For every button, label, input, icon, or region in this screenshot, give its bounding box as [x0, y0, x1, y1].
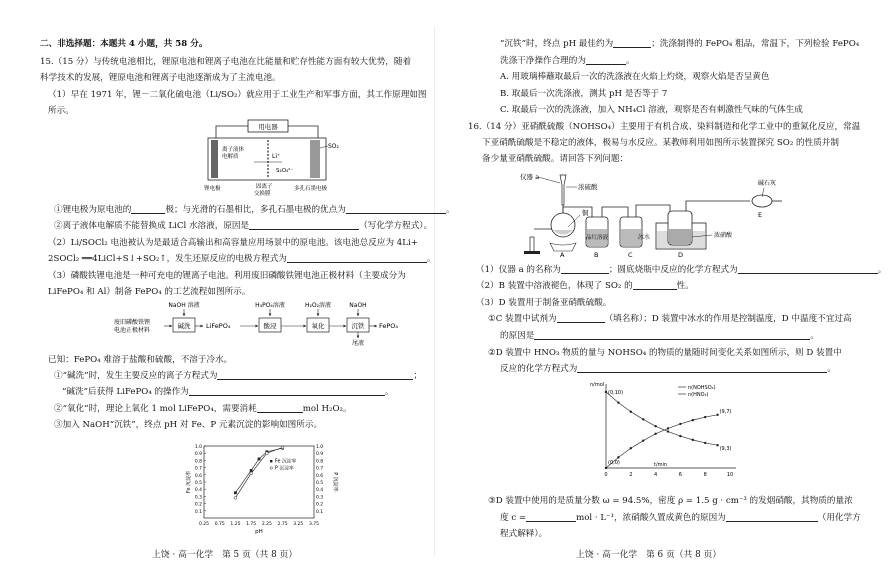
chart2-point-nohso4 — [654, 433, 656, 435]
answer-blank[interactable] — [131, 203, 165, 214]
chart1-xtick-label: 3.25 — [293, 522, 304, 527]
q15-1-a-text1: ①锂电极为原电池的 — [54, 205, 132, 215]
ph-precipitation-chart — [182, 436, 342, 538]
answer-blank[interactable] — [257, 402, 303, 413]
q15-part2-line2-text: 2SOCl₂ ══4LiCl+S↓+SO₂↑，发生还原反应的电极方程式为 — [48, 254, 287, 264]
q15-part3-line1: （3）磷酸铁锂电池是一种可充电的锂离子电池。利用废旧磷酸铁锂电池正极材料（主要成分为 — [48, 271, 406, 281]
q15-stem-line1: 15.（15 分）与传统电池相比，锂原电池和锂离子电池在比能量和贮存性能方面有较大优势，随着 — [40, 57, 412, 67]
chart2-annotation: (9,7) — [719, 408, 732, 415]
app-label-b: B — [594, 251, 599, 259]
chart1-ylabel: Fe 沉淀率 — [186, 470, 192, 494]
answer-blank[interactable] — [287, 252, 427, 263]
q16-3-b-text: 反应的化学方程式为 — [500, 364, 578, 374]
r-line2: 洗涤干净操作合理的为 。 — [500, 56, 635, 66]
q15-stem-line2: 科学技术的发展，锂原电池和锂离子电池逐渐成为了主流电池。 — [40, 73, 281, 83]
left-column — [40, 0, 460, 580]
q16-3-b-line1: ②D 装置中 HNO₃ 物质的量与 NOHSO₄ 的物质的量随时间变化关系如图所示，则 D 装置中 — [488, 348, 842, 358]
chart1-ytick-label: 0.8 — [194, 459, 202, 465]
answer-blank[interactable] — [557, 312, 605, 323]
chart2-xtick-label: 10 — [726, 472, 734, 478]
q16-3-c-text2: mol · L⁻¹，浓硝酸久置成黄色的原因为 — [576, 513, 726, 523]
q16-3-c-text3: （用化学方 — [817, 513, 861, 523]
li-electrode-label: 锂电极 — [204, 186, 221, 192]
answer-blank[interactable] — [249, 219, 359, 230]
chart2-point-nohso4 — [642, 439, 644, 441]
conc-hno3-label: 浓硝酸 — [714, 232, 733, 239]
answer-blank[interactable] — [217, 369, 413, 380]
chart2-ylabel: n/mol — [590, 382, 605, 388]
chart1-ytick-label: 0.9 — [194, 452, 202, 458]
flow-step2-label: 酸浸 — [263, 322, 277, 330]
ice-water-label: 冰水 — [638, 234, 651, 241]
chart2-legend-hno3: n(HNO₃) — [688, 392, 709, 398]
chart1-xtick-label: 3.75 — [308, 522, 320, 527]
chart2-xtick-label: 6 — [678, 472, 682, 478]
chart2-point-hno3 — [642, 418, 644, 420]
r-line2-text: 洗涤干净操作合理的为 — [500, 56, 586, 66]
r-line1-text1: “沉铁”时，终点 pH 最佳约为 — [500, 39, 614, 49]
pinhong-label: 品红溶液 — [586, 235, 609, 241]
answer-blank[interactable] — [526, 511, 576, 522]
chart1-point-fe — [234, 491, 237, 494]
flow-reagent-h3po4: H₃PO₄溶液 — [255, 302, 285, 309]
chart2-point-nohso4 — [667, 427, 669, 429]
chart2-point-nohso4 — [716, 414, 718, 416]
chart1-xtick-label: 1.75 — [246, 522, 257, 527]
chart2-point-hno3 — [679, 435, 681, 437]
answer-blank[interactable] — [726, 511, 818, 522]
chart2-series-line — [606, 415, 718, 468]
q16-stem-line1: 16.（14 分）亚硝酰硫酸（NOHSO₄）主要用于有机合成、染料制造和化学工业中的重氮化反应，常温 — [468, 122, 861, 132]
chart2-point-hno3 — [716, 444, 718, 446]
flow-start-1: 废旧磷酸铁锂 — [113, 319, 151, 326]
app-label-e: E — [758, 211, 763, 219]
chart1-xlabel: pH — [255, 529, 263, 535]
chart1-y2tick-label: 0.3 — [316, 495, 324, 501]
chart1-ytick-label: 0.5 — [194, 481, 202, 486]
chart1-ytick-label: 0.3 — [194, 495, 202, 501]
flow-step1-label: 碱洗 — [177, 322, 191, 330]
chart2-point-hno3 — [692, 439, 694, 441]
option-b: B. 取最后一次洗涤液，测其 pH 是否等于 7 — [500, 89, 668, 99]
chart1-plot — [185, 444, 339, 535]
q15-3-a: ①“碱洗”时，发生主要反应的离子方程式为 ； — [54, 371, 423, 381]
chart1-y2tick-label: 0.4 — [316, 488, 324, 494]
q15-3-c — [54, 401, 352, 417]
chart1-y2tick-label: 0.7 — [316, 466, 324, 472]
chart1-point-fe — [250, 469, 253, 472]
chart2-point-nohso4 — [617, 456, 619, 458]
right-column — [468, 0, 888, 580]
chart1-xtick-label: 2.25 — [261, 522, 272, 527]
instrument-a-label: 仪器 a — [520, 173, 540, 181]
chart1-y2tick-label: 0.8 — [316, 459, 324, 465]
process-flow-diagram — [100, 299, 400, 347]
carbon-electrode-label: 多孔石墨电极 — [294, 186, 328, 192]
flow-reagent-naoh: NaOH 溶液 — [168, 302, 200, 309]
chart1-xtick-label: 1.25 — [230, 522, 241, 527]
chart1-legend-p: P 沉淀率 — [275, 466, 294, 472]
app-label-a: A — [560, 251, 565, 259]
chart2-point-hno3 — [704, 442, 706, 444]
app-label-d: D — [678, 251, 684, 259]
chart2-point-hno3 — [654, 425, 656, 427]
flow-reagent-naoh2: NaOH — [349, 302, 367, 309]
q16-1: （1）仪器 a 的名称为 ；圆底烧瓶中反应的化学方程式为 。 — [476, 265, 887, 275]
chart2-annotation: (0,10) — [608, 390, 624, 396]
answer-blank[interactable] — [189, 385, 385, 396]
chart2-point-hno3 — [617, 401, 619, 403]
r-line1-text2: ；洗涤制得的 FePO₄ 粗品，常温下，下列检验 FePO₄ — [651, 39, 860, 49]
q15-1-b-text1: ②离子液体电解质不能替换成 LiCl 水溶液，原因是 — [54, 221, 250, 231]
chart1-point-p — [265, 452, 268, 455]
chart1-xtick-label: 0.25 — [198, 522, 210, 527]
membrane-label1: 固离子 — [256, 184, 273, 190]
chart2-point-nohso4 — [704, 416, 706, 418]
answer-blank[interactable] — [561, 263, 609, 274]
section-title: 二、非选择题：本题共 4 小题，共 58 分。 — [40, 39, 208, 49]
copper-label: 铜 — [582, 209, 589, 217]
chart2-point-nohso4 — [692, 419, 694, 421]
chart2-point-hno3 — [605, 391, 607, 393]
chart2-xtick-label: 0 — [604, 472, 608, 478]
left-footer: 上饶 · 高一化学 第 5 页（共 8 页） — [152, 550, 298, 560]
q16-3-c-line3: 程式解释）。 — [500, 529, 548, 539]
known-info: 已知：FePO₄ 难溶于盐酸和硫酸，不溶于冷水。 — [48, 355, 233, 365]
q16-2 — [476, 278, 694, 294]
battery-figure — [190, 118, 360, 198]
chart1-ytick-label: 1.0 — [194, 445, 202, 450]
chart1-ytick-label: 0.4 — [194, 488, 202, 494]
answer-blank[interactable] — [346, 203, 446, 214]
chart2-point-nohso4 — [605, 467, 607, 469]
chart1-legend-fe-marker — [270, 460, 272, 462]
chart2-xtick-label: 2 — [629, 472, 633, 478]
q16-3-a-text3: 的原因是 — [500, 331, 535, 341]
q15-3-c-text1: ②“氧化”时，理论上氧化 1 mol LiFePO₄，需要消耗 — [54, 404, 257, 414]
flow-step4-label: 沉铁 — [351, 322, 365, 330]
chart1-point-p — [281, 446, 284, 449]
q16-3-a-text2: （填名称）；D 装置中冰水的作用是控制温度，D 中温度不宜过高 — [604, 314, 852, 324]
flow-waste: 尾液 — [351, 340, 365, 347]
flow-reagent-h2o2: H₂O₂溶液 — [304, 302, 332, 309]
q16-2-text1: （2）B 装置中溶液褪色，体现了 SO₂ 的 — [476, 281, 633, 291]
chart1-frame — [204, 446, 314, 518]
q15-3-c-text2: mol H₂O₂。 — [302, 404, 352, 414]
q15-part1-line1: （1）早在 1971 年，锂－二氧化硫电池（Li/SO₂）就应用于工业生产和军事方面，其工作原理如图 — [48, 90, 427, 100]
chart1-xtick-label: 2.75 — [277, 522, 288, 527]
q15-3-a-text: ①“碱洗”时，发生主要反应的离子方程式为 — [54, 371, 218, 381]
soda-lime-label: 碱石灰 — [758, 180, 777, 187]
q16-3-c-line1: ③D 装置中使用的是质量分数 ω = 94.5%，密度 ρ = 1.5 g · cm⁻³ 的发烟硝酸，其物质的量浓 — [488, 496, 853, 506]
answer-blank[interactable] — [738, 263, 878, 274]
chart1-y2tick-label: 0.6 — [316, 473, 324, 479]
q16-3-a-cont: 的原因是 。 — [500, 331, 819, 341]
q16-3-b-line2: 反应的化学方程式为 。 — [500, 364, 836, 374]
q16-stem-line3: 备少量亚硝酰硫酸。请回答下列问题： — [482, 154, 629, 164]
apparatus-figure — [520, 167, 830, 259]
membrane-label2: 交换膜 — [254, 191, 271, 197]
app-label-c: C — [628, 251, 633, 259]
chart2-xtick-label: 8 — [703, 472, 707, 478]
q16-3-c-text1: 度 c = — [500, 513, 527, 523]
answer-blank[interactable] — [534, 329, 810, 340]
s2o4-label: S₂O₄²⁻ — [276, 168, 294, 174]
q16-2-text2: 性。 — [676, 281, 694, 291]
chart1-y2tick-label: 0.2 — [316, 502, 324, 508]
q16-3-a-text1: ①C 装置中试剂为 — [488, 314, 557, 324]
answer-blank[interactable] — [577, 362, 827, 373]
chart2-point-hno3 — [667, 430, 669, 432]
chart1-legend-p-marker — [270, 467, 272, 469]
chart1-legend-fe: Fe 沉淀率 — [275, 459, 297, 465]
q15-3-b-text: “碱洗”后获得 LiFePO₄ 的操作为 — [62, 387, 189, 397]
chart1-point-p — [234, 496, 237, 499]
chart1-point-p — [250, 472, 253, 475]
q15-part3-line2: LiFePO₄ 和 Al）制备 FePO₄ 的工艺流程如图所示。 — [48, 287, 251, 297]
chart1-ytick-label: 0.1 — [194, 509, 202, 515]
q15-part2-line2: 2SOCl₂ ══4LiCl+S↓+SO₂↑，发生还原反应的电极方程式为 。 — [48, 254, 436, 264]
so2-label: SO₂ — [328, 143, 339, 150]
q16-1-text2: ；圆底烧瓶中反应的化学方程式为 — [608, 265, 738, 275]
electrolyte-label2: 电解质 — [222, 154, 239, 160]
q15-part1-line2: 所示。 — [48, 106, 74, 116]
q16-3-a — [488, 311, 852, 327]
option-c: C. 取最后一次的洗涤液，加入 NH₄Cl 溶液，观察是否有刺激性气味的气体生成 — [500, 105, 803, 115]
right-footer: 上饶 · 高一化学 第 6 页（共 8 页） — [576, 550, 722, 560]
q15-1-a: ①锂电极为原电池的 极；与光滑的石墨相比，多孔石墨电极的优点为 。 — [54, 205, 455, 215]
chart2-xlabel: t/min — [654, 462, 668, 468]
electrolyte-label1: 离子液体 — [222, 147, 245, 153]
option-a: A. 用玻璃棒蘸取最后一次的洗涤液在火焰上灼烧，观察火焰是否呈黄色 — [500, 72, 770, 82]
chart1-xtick-label: 0.75 — [214, 522, 225, 527]
answer-blank[interactable] — [633, 279, 677, 290]
answer-blank[interactable] — [586, 54, 626, 65]
chart2-annotation: (0,0) — [608, 460, 620, 466]
q15-1-a-text2: 极；与光滑的石墨相比，多孔石墨电极的优点为 — [165, 205, 346, 215]
flow-step3-label: 氧化 — [311, 322, 325, 330]
q15-part2-line1: （2）Li/SOCl₂ 电池被认为是最适合高输出和高容量应用场景中的原电池。该电池总反应为 4Li+ — [48, 238, 418, 248]
chart2-xtick-label: 4 — [654, 472, 658, 478]
chart2-point-nohso4 — [630, 447, 632, 449]
chart1-ylabel2: P 沉淀率 — [332, 472, 338, 492]
device-label: 用电器 — [258, 123, 278, 131]
chart1-ytick-label: 0.2 — [194, 502, 202, 508]
q15-1-b-text2: （写化学方程式）。 — [359, 221, 433, 231]
q15-3-b: “碱洗”后获得 LiFePO₄ 的操作为 。 — [62, 387, 394, 397]
chart1-y2tick-label: 0.1 — [316, 509, 324, 515]
chart2-annotation: (9,3) — [719, 446, 732, 453]
li-electrode — [211, 140, 218, 178]
chart2-plot — [590, 382, 736, 478]
carbon-electrode — [310, 140, 320, 178]
chart2-point-hno3 — [630, 411, 632, 413]
chart2-legend-nohso4: n(NOHSO₄) — [688, 385, 716, 391]
q16-1-text1: （1）仪器 a 的名称为 — [476, 265, 561, 275]
q16-stem-line2: 下亚硝酰硫酸是不稳定的液体，极易与水反应。某教师利用如图所示装置探究 SO₂ 的性质并制 — [482, 138, 839, 148]
li-ion-label: Li⁺ — [272, 153, 281, 160]
r-line1 — [500, 36, 859, 52]
conc-h2so4-label: 浓硫酸 — [578, 183, 598, 191]
chart1-point-fe — [258, 458, 261, 461]
chart1-y2tick-label: 0.9 — [316, 452, 324, 458]
q15-1-b — [54, 218, 432, 234]
q16-3: （3）D 装置用于制备亚硝酰硫酸。 — [476, 298, 612, 308]
answer-blank[interactable] — [613, 37, 651, 48]
chart1-ytick-label: 0.7 — [194, 466, 202, 472]
q15-3-d: ③加入 NaOH“沉铁”，终点 pH 对 Fe、P 元素沉淀的影响如图所示。 — [54, 420, 323, 430]
mol-time-chart — [588, 378, 758, 488]
chart1-y2tick-label: 0.5 — [316, 481, 324, 486]
chart2-series-line — [606, 392, 718, 445]
flow-start-2: 电池正极材料 — [113, 327, 151, 334]
q16-3-c-line2 — [500, 510, 861, 526]
chart1-ytick-label: 0.6 — [194, 473, 202, 479]
chart1-y2tick-label: 1.0 — [316, 445, 324, 450]
flow-product: FePO₄ — [379, 322, 399, 330]
chart2-point-nohso4 — [679, 423, 681, 425]
chart1-series-line — [235, 447, 282, 497]
flow-mid-lifepo4: LiFePO₄ — [206, 322, 231, 330]
